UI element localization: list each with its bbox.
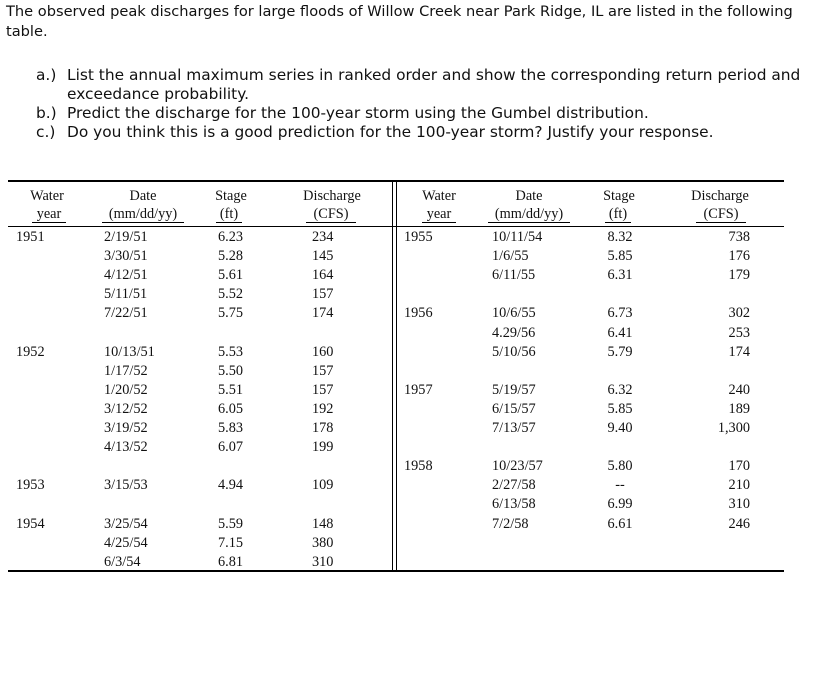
- right-cell-discharge: 240: [728, 381, 750, 398]
- left-cell-date: 3/19/52: [104, 420, 148, 436]
- question-b: [36, 104, 816, 123]
- left-header-discharge-unit: (CFS): [306, 206, 356, 223]
- right-cell-year: 1956: [404, 305, 433, 322]
- right-cell-discharge: 253: [728, 324, 750, 341]
- right-cell-date: 5/10/56: [492, 343, 536, 360]
- right-cell-date: 6/15/57: [492, 400, 536, 417]
- left-cell-date: 6/3/54: [104, 553, 141, 570]
- left-header-water: Water: [30, 188, 64, 204]
- right-cell-stage: --: [615, 477, 625, 494]
- question-c-text: Do you think this is a good prediction for the 100-year storm? Justify your response.: [67, 123, 714, 141]
- center-divider-left: [392, 180, 393, 572]
- left-cell-stage: 5.51: [218, 381, 244, 398]
- left-cell-date: 4/13/52: [104, 439, 148, 456]
- right-header-date: Date: [515, 188, 543, 204]
- right-cell-discharge: 176: [728, 248, 750, 265]
- left-cell-discharge: 157: [312, 286, 334, 303]
- right-cell-discharge: 170: [728, 458, 750, 475]
- left-cell-stage: 5.50: [218, 362, 244, 379]
- right-cell-discharge: 210: [728, 477, 750, 494]
- discharge-table: [8, 180, 784, 573]
- right-cell-discharge: 302: [728, 305, 750, 322]
- left-cell-date: 1/20/52: [104, 381, 148, 398]
- left-header-year: year: [32, 206, 66, 223]
- center-divider-right: [396, 180, 397, 572]
- right-cell-year: 1957: [404, 381, 433, 398]
- left-cell-discharge: 157: [312, 362, 334, 379]
- right-cell-stage: 8.32: [607, 229, 633, 245]
- right-cell-date: 4.29/56: [492, 324, 536, 341]
- question-b-text: Predict the discharge for the 100-year storm using the Gumbel distribution.: [67, 104, 649, 122]
- left-cell-stage: 5.61: [218, 267, 244, 284]
- left-cell-stage: 5.28: [218, 248, 244, 265]
- left-cell-stage: 5.75: [218, 305, 244, 322]
- left-header-discharge: Discharge: [303, 188, 361, 204]
- left-cell-discharge: 145: [312, 248, 334, 265]
- question-c-label: c.): [36, 123, 56, 141]
- right-cell-stage: 5.85: [607, 400, 633, 417]
- right-cell-discharge: 174: [728, 343, 750, 360]
- right-cell-stage: 6.61: [607, 515, 633, 532]
- left-cell-discharge: 157: [312, 381, 334, 398]
- right-cell-stage: 6.73: [607, 305, 633, 322]
- question-a: [36, 66, 816, 104]
- question-list: [36, 66, 816, 142]
- right-header-date-unit: (mm/dd/yy): [488, 206, 570, 223]
- left-cell-year: 1951: [16, 229, 45, 245]
- left-cell-discharge: 192: [312, 400, 334, 417]
- left-cell-stage: 4.94: [218, 477, 244, 494]
- left-cell-stage: 6.07: [218, 439, 244, 456]
- left-cell-discharge: 234: [312, 229, 334, 245]
- left-cell-year: 1954: [16, 515, 45, 532]
- question-b-label: b.): [36, 104, 57, 122]
- left-cell-date: 1/17/52: [104, 362, 148, 379]
- left-header-stage: Stage: [215, 188, 247, 204]
- right-cell-date: 10/6/55: [492, 305, 536, 322]
- right-cell-date: 6/11/55: [492, 267, 536, 284]
- left-cell-date: 3/25/54: [104, 515, 148, 532]
- left-cell-stage: 6.81: [218, 553, 244, 570]
- left-cell-year: 1953: [16, 477, 45, 494]
- right-cell-year: 1955: [404, 229, 433, 245]
- right-cell-date: 6/13/58: [492, 496, 536, 513]
- left-cell-discharge: 160: [312, 343, 334, 360]
- right-cell-date: 10/23/57: [492, 458, 543, 475]
- right-cell-stage: 6.31: [607, 267, 633, 284]
- left-cell-year: 1952: [16, 343, 45, 360]
- right-cell-discharge: 189: [728, 400, 750, 417]
- left-cell-stage: 7.15: [218, 534, 244, 551]
- left-cell-discharge: 174: [312, 305, 334, 322]
- right-header-discharge: Discharge: [691, 188, 749, 204]
- left-header-date: Date: [129, 188, 157, 204]
- right-cell-stage: 5.80: [607, 458, 633, 475]
- left-header-stage-unit: (ft): [216, 206, 242, 223]
- right-cell-date: 10/11/54: [492, 229, 543, 245]
- left-cell-discharge: 164: [312, 267, 334, 284]
- right-cell-year: 1958: [404, 458, 433, 475]
- right-cell-discharge: 1,300: [717, 420, 750, 436]
- left-cell-discharge: 310: [312, 553, 334, 570]
- right-cell-discharge: 179: [728, 267, 750, 284]
- left-cell-stage: 5.83: [218, 420, 244, 436]
- right-cell-date: 7/2/58: [492, 515, 529, 532]
- right-cell-date: 5/19/57: [492, 381, 536, 398]
- right-cell-stage: 6.32: [607, 381, 633, 398]
- left-cell-discharge: 199: [312, 439, 334, 456]
- left-cell-stage: 6.23: [218, 229, 244, 245]
- right-cell-stage: 6.41: [607, 324, 633, 341]
- right-cell-discharge: 246: [728, 515, 750, 532]
- left-cell-date: 10/13/51: [104, 343, 155, 360]
- left-cell-date: 4/12/51: [104, 267, 148, 284]
- right-header-discharge-unit: (CFS): [696, 206, 746, 223]
- question-a-label: a.): [36, 66, 57, 84]
- left-cell-discharge: 148: [312, 515, 334, 532]
- right-cell-stage: 5.85: [607, 248, 633, 265]
- left-cell-date: 4/25/54: [104, 534, 148, 551]
- question-c: [36, 123, 816, 142]
- left-cell-discharge: 380: [312, 534, 334, 551]
- right-header-stage-unit: (ft): [605, 206, 631, 223]
- left-cell-stage: 6.05: [218, 400, 244, 417]
- left-header-date-unit: (mm/dd/yy): [102, 206, 184, 223]
- left-cell-stage: 5.52: [218, 286, 244, 303]
- right-header-year: year: [422, 206, 456, 223]
- right-cell-discharge: 738: [728, 229, 750, 245]
- left-cell-date: 3/30/51: [104, 248, 148, 265]
- right-cell-stage: 9.40: [607, 420, 633, 436]
- left-cell-date: 2/19/51: [104, 229, 148, 245]
- right-cell-stage: 6.99: [607, 496, 633, 513]
- right-cell-date: 7/13/57: [492, 420, 536, 436]
- right-header-stage: Stage: [603, 188, 635, 204]
- right-cell-date: 2/27/58: [492, 477, 536, 494]
- left-cell-date: 3/15/53: [104, 477, 148, 494]
- right-cell-discharge: 310: [728, 496, 750, 513]
- left-cell-date: 7/22/51: [104, 305, 148, 322]
- left-cell-date: 3/12/52: [104, 400, 148, 417]
- right-cell-date: 1/6/55: [492, 248, 529, 265]
- left-cell-stage: 5.59: [218, 515, 244, 532]
- left-cell-stage: 5.53: [218, 343, 244, 360]
- problem-intro: The observed peak discharges for large floods of Willow Creek near Park Ridge, IL are listed in the following table.: [6, 3, 793, 40]
- left-cell-discharge: 109: [312, 477, 334, 494]
- left-cell-date: 5/11/51: [104, 286, 148, 303]
- question-a-text: List the annual maximum series in ranked order and show the corresponding return period and exceedance probability.: [67, 66, 801, 103]
- right-cell-stage: 5.79: [607, 343, 633, 360]
- left-cell-discharge: 178: [312, 420, 334, 436]
- right-header-water: Water: [422, 188, 456, 204]
